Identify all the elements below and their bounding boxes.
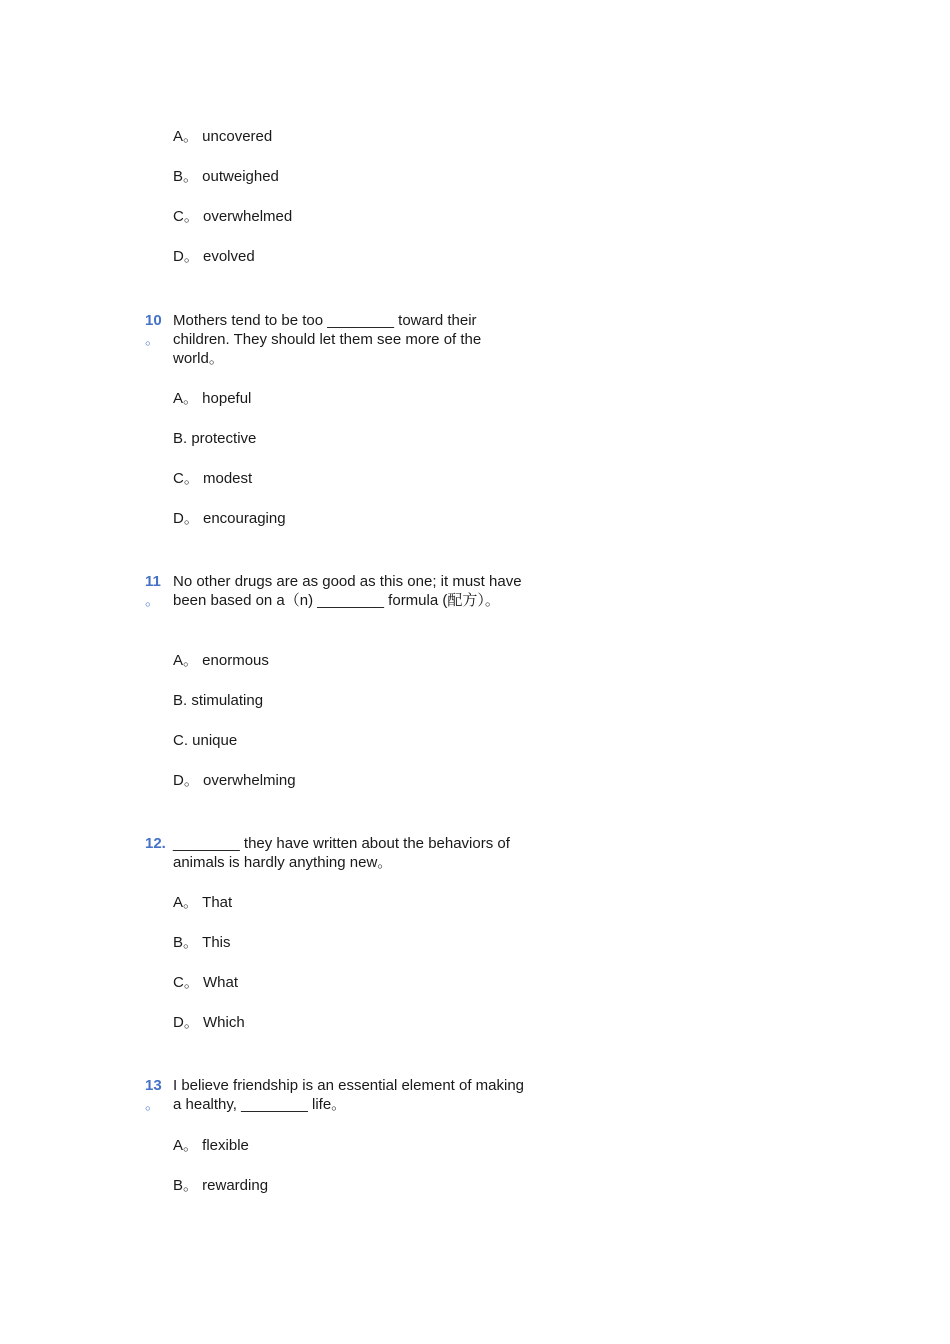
option-d: D。 encouraging (173, 510, 286, 527)
question-number: 11 。 (145, 573, 161, 609)
option-a: A。 flexible (173, 1137, 249, 1154)
option-b: B。 This (173, 934, 231, 951)
option-d: D。 overwhelming (173, 772, 296, 789)
question-number: 12. (145, 835, 166, 852)
option-c: C. unique (173, 732, 238, 749)
option-d: D。 evolved (173, 248, 255, 265)
option-d: D。 Which (173, 1014, 245, 1031)
option-c: C。 overwhelmed (173, 208, 293, 225)
option-b: B. stimulating (173, 692, 264, 709)
option-b: B。 outweighed (173, 168, 279, 185)
option-c: C。 What (173, 974, 239, 991)
question-number: 10 。 (145, 312, 162, 348)
question-text: I believe friendship is an essential element of making a healthy, ________ life。 (173, 1077, 525, 1113)
question-text: ________ they have written about the behaviors of animals is hardly anything new。 (173, 835, 510, 871)
option-a: A。 enormous (173, 652, 269, 669)
option-a: A。 That (173, 894, 233, 911)
option-b: B。 rewarding (173, 1177, 269, 1194)
option-c: C。 modest (173, 470, 253, 487)
option-b: B. protective (173, 430, 257, 447)
option-a: A。 uncovered (173, 128, 273, 145)
question-number: 13 。 (145, 1077, 162, 1113)
question-text: No other drugs are as good as this one; it must have been based on a（n) ________ formula (配方）。 (173, 573, 522, 609)
option-a: A。 hopeful (173, 390, 252, 407)
question-text: Mothers tend to be too ________ toward their children. They should let them see more of the world。 (173, 312, 482, 367)
